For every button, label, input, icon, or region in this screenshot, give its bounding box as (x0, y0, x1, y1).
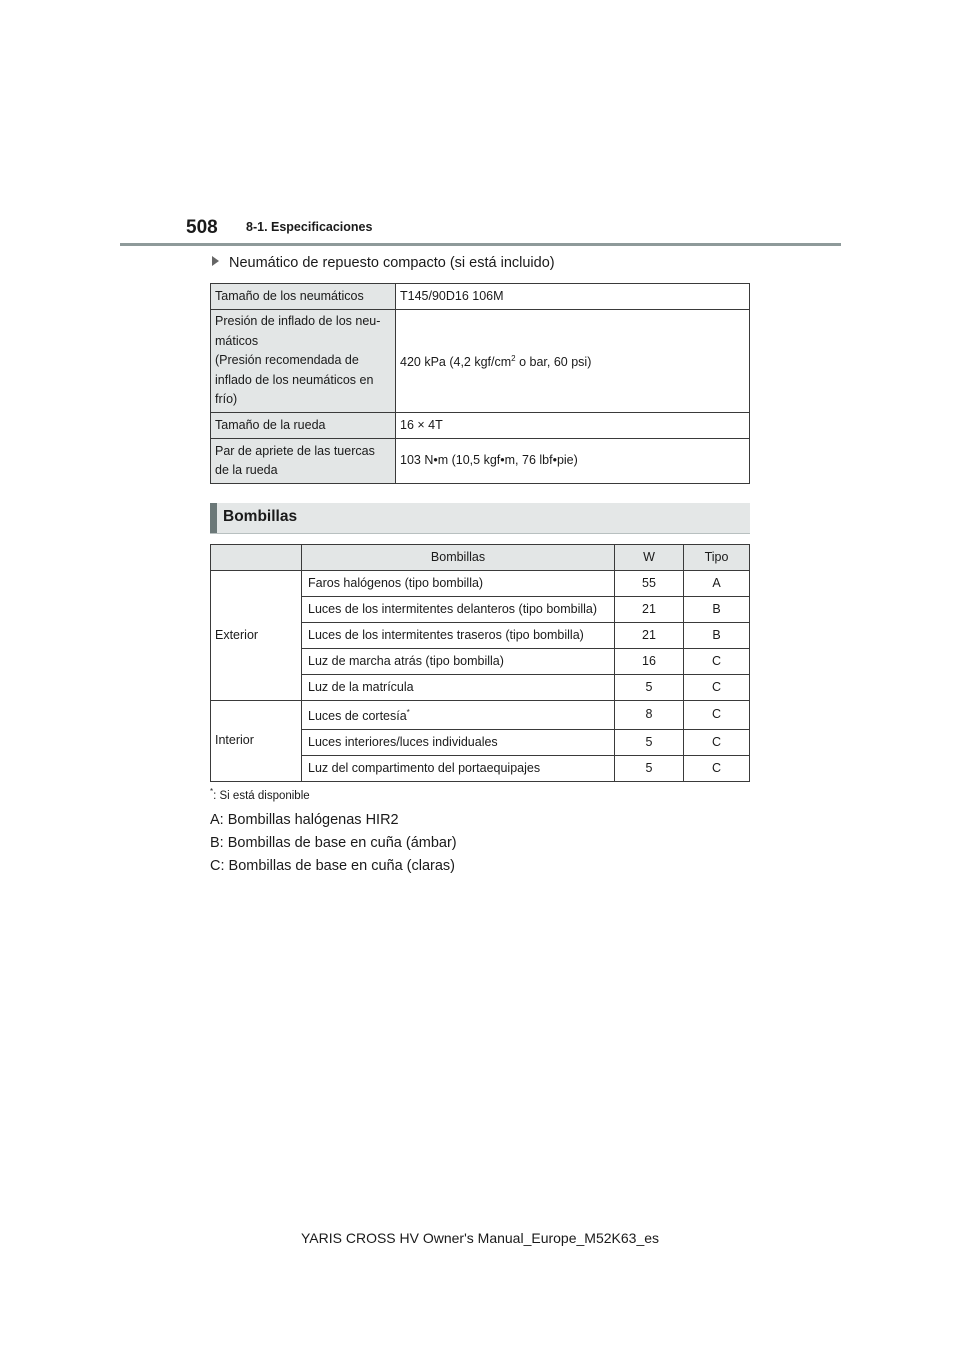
bulb-name: Luces interiores/luces individuales (302, 730, 615, 756)
bulb-type: B (684, 597, 750, 623)
bulbs-table (210, 544, 750, 782)
spare-tire-table (210, 283, 750, 484)
bulb-type: C (684, 649, 750, 675)
bulb-type: C (684, 675, 750, 701)
table-row (211, 701, 750, 730)
legend-item: A: Bombillas halógenas HIR2 (210, 812, 399, 828)
spec-label: Tamaño de la rueda (211, 413, 396, 439)
bulb-watt: 5 (615, 675, 684, 701)
spec-value: 16 × 4T (396, 413, 750, 439)
bulb-name: Faros halógenos (tipo bombilla) (302, 571, 615, 597)
spec-value (396, 310, 750, 413)
bulb-type: C (684, 756, 750, 782)
footnote-marker: * (210, 787, 214, 796)
group-label: Interior (211, 701, 302, 782)
section-accent-bar (210, 503, 217, 533)
bulbs-section-header (210, 503, 750, 534)
bulb-name: Luz de marcha atrás (tipo bombilla) (302, 649, 615, 675)
page-number: 508 (186, 217, 218, 238)
bulb-watt: 21 (615, 623, 684, 649)
spec-label-line: Par de apriete de las tuercas (215, 443, 375, 458)
bulb-name: Luces de los intermitentes traseros (tipo bombilla) (302, 623, 615, 649)
pressure-value-rest: o bar, 60 psi) (515, 355, 592, 370)
bulb-name (302, 701, 615, 730)
column-header: Bombillas (302, 545, 615, 571)
spare-tire-heading-text: Neumático de repuesto compacto (si está incluido) (229, 255, 555, 271)
bulb-name: Luz del compartimento del portaequipajes (302, 756, 615, 782)
table-header-row (211, 545, 750, 571)
spec-label: Tamaño de los neumáticos (211, 284, 396, 310)
spec-label-line: de la rueda (215, 463, 278, 477)
spec-value: T145/90D16 106M (396, 284, 750, 310)
footnote-marker: * (406, 708, 410, 718)
bulb-watt: 5 (615, 756, 684, 782)
column-header (211, 545, 302, 571)
spec-label-line: frío) (215, 392, 238, 407)
section-title: 8-1. Especificaciones (246, 220, 373, 234)
spec-label (211, 439, 396, 484)
footnote (210, 787, 310, 802)
group-label: Exterior (211, 571, 302, 701)
page-footer: YARIS CROSS HV Owner's Manual_Europe_M52K63_es (300, 1230, 660, 1246)
pressure-value: 420 kPa (4,2 kgf/cm (400, 355, 512, 370)
column-header: Tipo (684, 545, 750, 571)
bulb-watt: 16 (615, 649, 684, 675)
bulb-watt: 21 (615, 597, 684, 623)
table-row (211, 310, 750, 413)
bulb-watt: 55 (615, 571, 684, 597)
bulb-type: C (684, 730, 750, 756)
legend-item: C: Bombillas de base en cuña (claras) (210, 858, 456, 874)
legend-item: B: Bombillas de base en cuña (ámbar) (210, 835, 457, 851)
table-row (211, 284, 750, 310)
bulb-type: C (684, 701, 750, 730)
table-row (211, 571, 750, 597)
footnote-text: : Si está disponible (213, 789, 310, 802)
spec-label-line: Presión de inflado de los neu- (215, 314, 381, 329)
header-divider (120, 243, 841, 246)
bulb-watt: 8 (615, 701, 684, 730)
bulb-type: A (684, 571, 750, 597)
bulbs-section-title: Bombillas (223, 508, 298, 525)
triangle-bullet-icon (212, 256, 219, 266)
bulb-type: B (684, 623, 750, 649)
column-header: W (615, 545, 684, 571)
spec-label-line: máticos (215, 333, 259, 348)
bulb-name-text: Luces de cortesía (308, 709, 407, 724)
spec-label-line: inflado de los neumáticos en (215, 372, 374, 387)
spare-tire-heading (212, 255, 555, 271)
spec-value: 103 N•m (10,5 kgf•m, 76 lbf•pie) (396, 439, 750, 484)
table-row (211, 413, 750, 439)
superscript: 2 (511, 354, 516, 364)
spec-label-line: (Presión recomendada de (215, 353, 359, 368)
bulb-watt: 5 (615, 730, 684, 756)
spec-label (211, 310, 396, 413)
bulb-name: Luces de los intermitentes delanteros (tipo bombilla) (302, 597, 615, 623)
table-row (211, 439, 750, 484)
bulb-name: Luz de la matrícula (302, 675, 615, 701)
